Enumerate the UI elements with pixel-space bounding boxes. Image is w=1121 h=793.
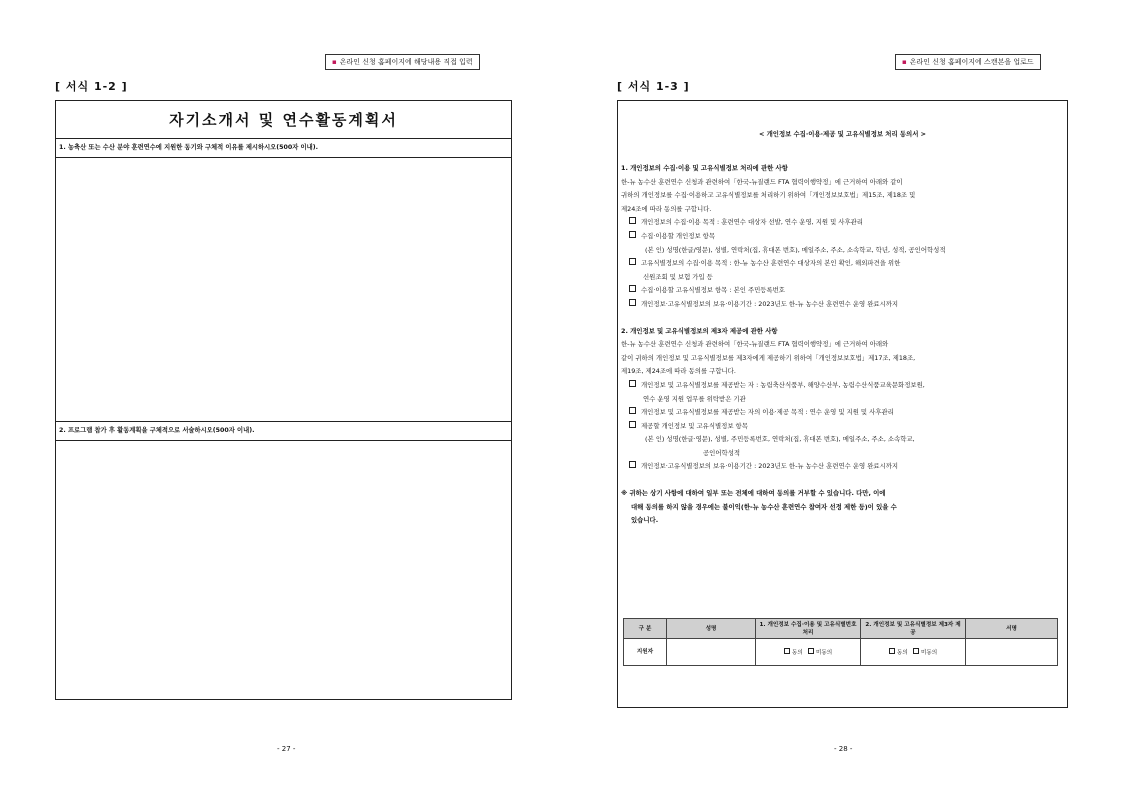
s1-item-retention: 개인정보·고유식별정보의 보유·이용기간 : 2023년도 한-뉴 농수산 훈련연수 운영 완료시까지 (641, 299, 899, 308)
right-page-number: - 28 - (834, 745, 853, 753)
section-1-heading: 1. 개인정보의 수집·이용 및 고유식별정보 처리에 관한 사항 (621, 164, 788, 172)
agree-checkbox[interactable] (784, 648, 790, 654)
s2-item-fields-detail: (본 인) 성명(한글·영문), 성별, 주민등록번호, 연락처(집, 휴대폰 번호), 메일주소, 주소, 소속학교, (645, 435, 915, 444)
left-upload-note: ▪ 온라인 신청 홈페이지에 해당내용 직접 입력 (325, 54, 480, 70)
section-2-para-line: 같이 귀하의 개인정보 및 고유식별정보를 제3자에게 제공하기 위하여「개인정보보호법」제17조, 제18조, (621, 353, 916, 362)
name-field[interactable] (667, 639, 756, 666)
right-upload-note: ▪ 온라인 신청 홈페이지에 스캔본을 업로드 (895, 54, 1041, 70)
answer-1-area[interactable] (56, 158, 511, 422)
s2-item-retention: 개인정보·고유식별정보의 보유·이용기간 : 2023년도 한-뉴 농수산 훈련연수 운영 완료시까지 (641, 462, 899, 471)
header-signature: 서명 (966, 619, 1058, 639)
header-name: 성명 (667, 619, 756, 639)
s1-item-fields-detail: (본 인) 성명(한글/영문), 성별, 연락처(집, 휴대폰 번호), 메일주소, 주소, 소속학교, 학년, 성적, 공인어학성적 (645, 245, 946, 254)
row-applicant-label: 지원자 (624, 639, 667, 666)
square-bullet-icon (629, 217, 636, 224)
header-division: 구 분 (624, 619, 667, 639)
left-form-label: [ 서식 1-2 ] (55, 80, 128, 93)
consent-table-row (624, 639, 1058, 666)
notice-line: 있습니다. (631, 516, 659, 525)
section-2-para-line: 제19조, 제24조에 따라 동의를 구합니다. (621, 367, 736, 376)
section-2-para-line: 한-뉴 농수산 훈련연수 신청과 관련하여「한국-뉴질랜드 FTA 협력이행약정」에 근거하여 아래와 (621, 340, 889, 349)
square-bullet-icon (629, 231, 636, 238)
square-bullet-icon (629, 285, 636, 292)
consent-form (617, 100, 1068, 708)
self-intro-form (55, 100, 512, 700)
square-bullet-icon (629, 421, 636, 428)
section-2-heading: 2. 개인정보 및 고유식별정보의 제3자 제공에 관한 사항 (621, 326, 778, 335)
s1-item-unique-fields: 수집·이용할 고유식별정보 항목 : 본인 주민등록번호 (641, 286, 785, 295)
square-bullet-icon (629, 380, 636, 387)
consent-2-options: 동의 미동의 (861, 639, 966, 666)
disagree-checkbox[interactable] (913, 648, 919, 654)
s1-item-unique-purpose-cont: 신원조회 및 보험 가입 등 (643, 272, 713, 281)
question-2-label: 2. 프로그램 참가 후 활동계획을 구체적으로 서술하시오(500자 이내). (56, 422, 511, 441)
agree-checkbox[interactable] (889, 648, 895, 654)
header-consent-2: 2. 개인정보 및 고유식별정보 제3자 제공 (861, 619, 966, 639)
square-bullet-icon (629, 258, 636, 265)
bullet-icon: ▪ (902, 58, 907, 66)
s2-item-fields: 제공할 개인정보 및 고유식별정보 항목 (641, 421, 748, 430)
disagree-checkbox[interactable] (808, 648, 814, 654)
section-1-para-line: 귀하의 개인정보를 수집·이용하고 고유식별정보를 처리하기 위하여「개인정보보호법」제15조, 제18조 및 (621, 191, 916, 200)
section-1-para-line: 한-뉴 농수산 훈련연수 신청과 관련하여「한국-뉴질랜드 FTA 협력이행약정」에 근거하여 아래와 같이 (621, 177, 903, 186)
consent-1-options: 동의 미동의 (756, 639, 861, 666)
s1-item-unique-purpose: 고유식별정보의 수집·이용 목적 : 한-뉴 농수산 훈련연수 대상자의 본인 확인, 해외파견을 위한 (641, 259, 901, 268)
square-bullet-icon (629, 299, 636, 306)
signature-field[interactable] (966, 639, 1058, 666)
left-page-number: - 27 - (277, 745, 296, 753)
notice-line: 대해 동의를 하지 않을 경우에는 불이익(한-뉴 농수산 훈련연수 참여자 선정 제한 등)이 있을 수 (631, 502, 897, 511)
s2-item-recipients-cont: 연수 운영 지원 업무를 위탁받은 기관 (643, 394, 746, 403)
square-bullet-icon (629, 407, 636, 414)
page-title: 자기소개서 및 연수활동계획서 (56, 101, 511, 139)
consent-title: < 개인정보 수집·이용·제공 및 고유식별정보 처리 동의서 > (759, 130, 926, 138)
bullet-icon: ▪ (332, 58, 337, 66)
section-1-para-line: 제24조에 따라 동의를 구합니다. (621, 204, 712, 213)
square-bullet-icon (629, 461, 636, 468)
s2-item-purpose: 개인정보 및 고유식별정보를 제공받는 자의 이용·제공 목적 : 연수 운영 및 지원 및 사후관리 (641, 408, 894, 417)
s1-item-purpose: 개인정보의 수집·이용 목적 : 훈련연수 대상자 선발, 연수 운영, 지원 및 사후관리 (641, 218, 863, 227)
s2-item-fields-detail-cont: 공인어학성적 (703, 448, 741, 457)
consent-body (621, 162, 1063, 528)
answer-2-area[interactable] (56, 441, 511, 699)
header-consent-1: 1. 개인정보 수집·이용 및 고유식별번호 처리 (756, 619, 861, 639)
consent-table-header (624, 619, 1058, 639)
s1-item-fields: 수집·이용할 개인정보 항목 (641, 231, 716, 240)
notice-line: ※ 귀하는 상기 사항에 대하여 일부 또는 전체에 대하여 동의를 거부할 수 있습니다. 다만, 이에 (621, 489, 886, 498)
consent-table (623, 618, 1058, 666)
s2-item-recipients: 개인정보 및 고유식별정보를 제공받는 자 : 농림축산식품부, 해양수산부, 농림수산식품교육문화정보원, (641, 380, 925, 389)
question-1-label: 1. 농축산 또는 수산 분야 훈련연수에 지원한 동기와 구체적 이유를 제시하시오(500자 이내). (56, 139, 511, 158)
right-form-label: [ 서식 1-3 ] (617, 80, 690, 93)
